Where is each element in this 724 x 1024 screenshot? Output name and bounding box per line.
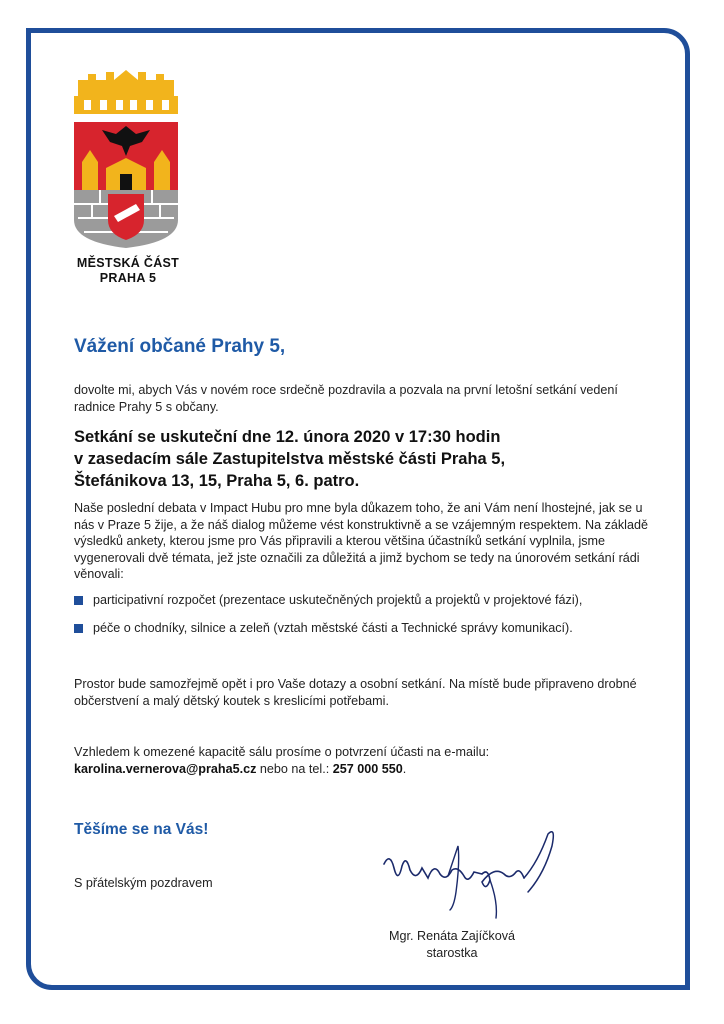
rsvp-text-middle: nebo na tel.: [256, 761, 333, 776]
list-item [74, 620, 674, 636]
bullet-square-icon [74, 596, 83, 605]
rsvp-text-after: . [402, 761, 407, 776]
signer-name: Mgr. Renáta Zajíčková [389, 929, 515, 943]
rsvp-email-link[interactable]: karolina.vernerova@praha5.cz [74, 761, 257, 776]
event-headline [74, 426, 674, 492]
org-name-line1: MĚSTSKÁ ČÁST [76, 256, 180, 270]
event-date-line: Setkání se uskuteční dne 12. února 2020 v 17:30 hodin [74, 428, 501, 446]
rsvp-paragraph [74, 744, 654, 777]
event-venue-line: v zasedacím sále Zastupitelstva městské části Praha 5, [74, 450, 506, 468]
rsvp-text-before: Vzhledem k omezené kapacitě sálu prosíme o potvrzení účasti na e-mailu: [74, 745, 490, 759]
topics-list [74, 592, 674, 648]
rsvp-phone: 257 000 550 [332, 761, 403, 776]
event-address-line: Štefánikova 13, 15, Praha 5, 6. patro. [74, 472, 360, 490]
program-note-paragraph: Prostor bude samozřejmě opět i pro Vaše dotazy a osobní setkání. Na místě bude připraveno drobné občerstvení a malý dětský koutek s kreslicími potřebami. [74, 677, 637, 708]
closing-line: Těšíme se na Vás! [74, 821, 209, 838]
intro-paragraph: dovolte mi, abych Vás v novém roce srdečně pozdravila a pozvala na první letošní setkání vedení radnice Prahy 5 s občany. [74, 383, 618, 414]
list-item [74, 592, 674, 608]
signer-block [380, 928, 524, 962]
signer-title: starostka [426, 946, 478, 960]
organization-name [66, 256, 190, 286]
regards-line: S přátelským pozdravem [74, 876, 213, 890]
handwritten-signature [378, 822, 578, 922]
org-name-line2: PRAHA 5 [99, 271, 157, 285]
body-paragraph: Naše poslední debata v Impact Hubu pro mne byla důkazem toho, že ani Vám není lhostejné, jak se u nás v Praze 5 žije, a že náš dialog můžeme vést konstruktivně a se vzájemným respektem. Na základě výsledků ankety, kterou jsme pro Vás připravili a kterou většina účastníků setkání vyplnila, jsme vygenerovali dvě témata, jež jste označili za důležitá a jimž bychom se tedy na únorovém setkání rádi věnovali: [74, 501, 648, 581]
letter-greeting: Vážení občané Prahy 5, [74, 336, 286, 357]
topic-text: péče o chodníky, silnice a zeleň (vztah městské části a Technické správy komunikací). [93, 621, 573, 635]
bullet-square-icon [74, 624, 83, 633]
praha5-coat-of-arms-logo [70, 70, 182, 250]
topic-text: participativní rozpočet (prezentace uskutečněných projektů a projektů v projektové fázi), [93, 593, 583, 607]
